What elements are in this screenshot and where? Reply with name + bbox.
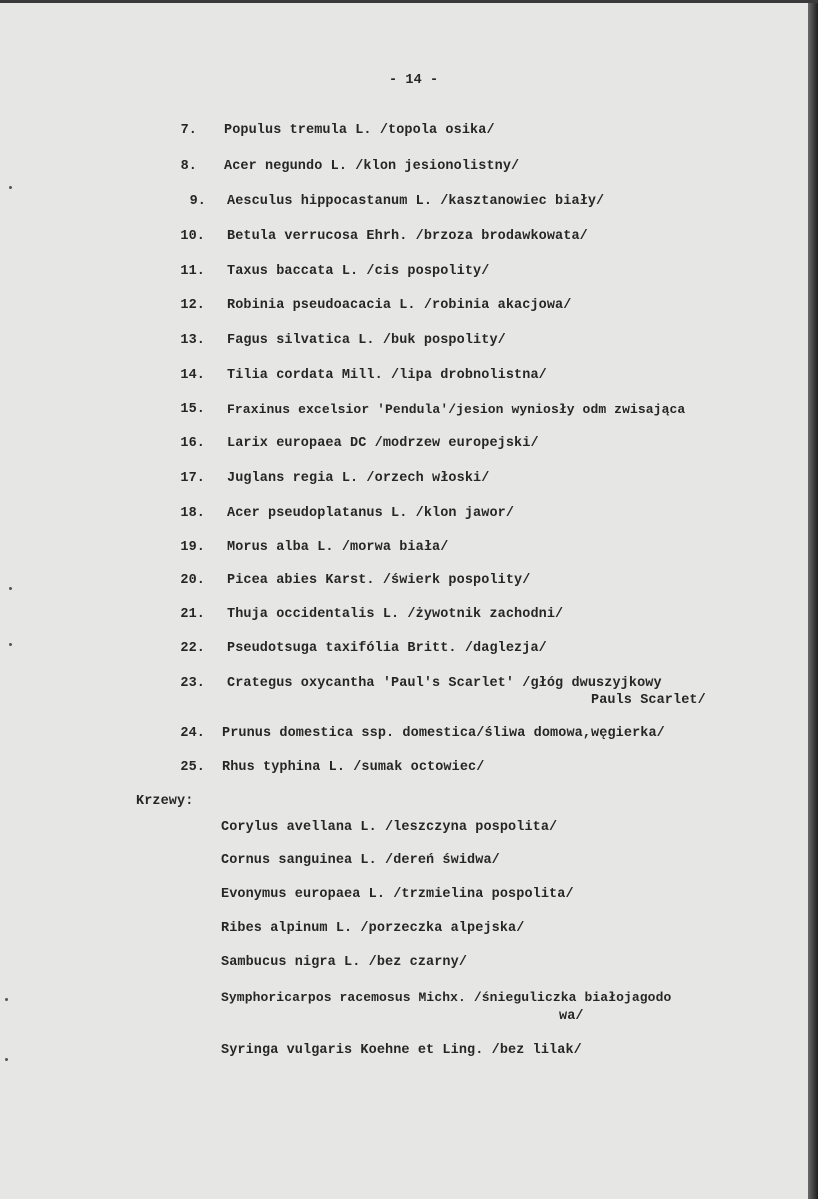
entry-number: 23. [180, 676, 205, 691]
entry-text: Acer negundo L. /klon jesionolistny/ [224, 159, 520, 174]
entry-continuation: Pauls Scarlet/ [591, 693, 706, 708]
page-number: - 14 - [389, 73, 439, 88]
scan-top-edge [0, 0, 818, 3]
entry-number: 13. [180, 333, 205, 348]
entry-number: 11. [180, 264, 205, 279]
entry-text: Juglans regia L. /orzech włoski/ [227, 471, 490, 486]
entry-number: 9. [189, 194, 206, 209]
entry-text: Crategus oxycantha 'Paul's Scarlet' /głóg dwuszyjkowy [227, 676, 662, 691]
entry-text: Thuja occidentalis L. /żywotnik zachodni/ [227, 607, 564, 622]
entry-number: 10. [180, 229, 205, 244]
entry-text: Picea abies Karst. /świerk pospolity/ [227, 573, 531, 588]
margin-speck [9, 587, 12, 590]
shrub-entry: Corylus avellana L. /leszczyna pospolita/ [221, 820, 558, 835]
entry-number: 7. [180, 123, 197, 138]
entry-number: 21. [180, 607, 205, 622]
entry-text: Fagus silvatica L. /buk pospolity/ [227, 333, 506, 348]
entry-text: Acer pseudoplatanus L. /klon jawor/ [227, 506, 515, 521]
entry-number: 24. [180, 726, 205, 741]
shrub-entry: Cornus sanguinea L. /dereń świdwa/ [221, 853, 500, 868]
entry-continuation: wa/ [559, 1009, 584, 1024]
entry-number: 12. [180, 298, 205, 313]
entry-text: Tilia cordata Mill. /lipa drobnolistna/ [227, 368, 547, 383]
shrub-entry: Sambucus nigra L. /bez czarny/ [221, 955, 468, 970]
entry-text: Fraxinus excelsior 'Pendula'/jesion wyniosły odm zwisająca [227, 402, 686, 417]
entry-number: 20. [180, 573, 205, 588]
entry-text: Larix europaea DC /modrzew europejski/ [227, 436, 539, 451]
entry-text: Pseudotsuga taxifólia Britt. /daglezja/ [227, 641, 547, 656]
entry-text: Morus alba L. /morwa biała/ [227, 540, 449, 555]
entry-number: 22. [180, 641, 205, 656]
entry-number: 8. [180, 159, 197, 174]
entry-text: Robinia pseudoacacia L. /robinia akacjowa/ [227, 298, 572, 313]
margin-speck [5, 1058, 8, 1061]
entry-number: 16. [180, 436, 205, 451]
entry-number: 25. [180, 760, 205, 775]
shrub-entry: Evonymus europaea L. /trzmielina pospolita/ [221, 887, 574, 902]
entry-number: 18. [180, 506, 205, 521]
entry-text: Aesculus hippocastanum L. /kasztanowiec biały/ [227, 194, 605, 209]
margin-speck [5, 998, 8, 1001]
entry-text: Betula verrucosa Ehrh. /brzoza brodawkowata/ [227, 229, 588, 244]
entry-number: 17. [180, 471, 205, 486]
shrub-entry: Symphoricarpos racemosus Michx. /śnieguliczka białojagodo [221, 990, 672, 1005]
entry-text: Populus tremula L. /topola osika/ [224, 123, 495, 138]
section-label: Krzewy: [136, 794, 194, 809]
entry-number: 14. [180, 368, 205, 383]
entry-text: Rhus typhina L. /sumak octowiec/ [222, 760, 485, 775]
entry-number: 15. [180, 402, 205, 417]
entry-text: Taxus baccata L. /cis pospolity/ [227, 264, 490, 279]
shrub-entry: Ribes alpinum L. /porzeczka alpejska/ [221, 921, 525, 936]
shrub-entry: Syringa vulgaris Koehne et Ling. /bez lilak/ [221, 1043, 582, 1058]
margin-speck [9, 186, 12, 189]
entry-number: 19. [180, 540, 205, 555]
entry-text: Prunus domestica ssp. domestica/śliwa domowa,węgierka/ [222, 726, 665, 741]
margin-speck [9, 643, 12, 646]
scan-edge [808, 0, 818, 1199]
